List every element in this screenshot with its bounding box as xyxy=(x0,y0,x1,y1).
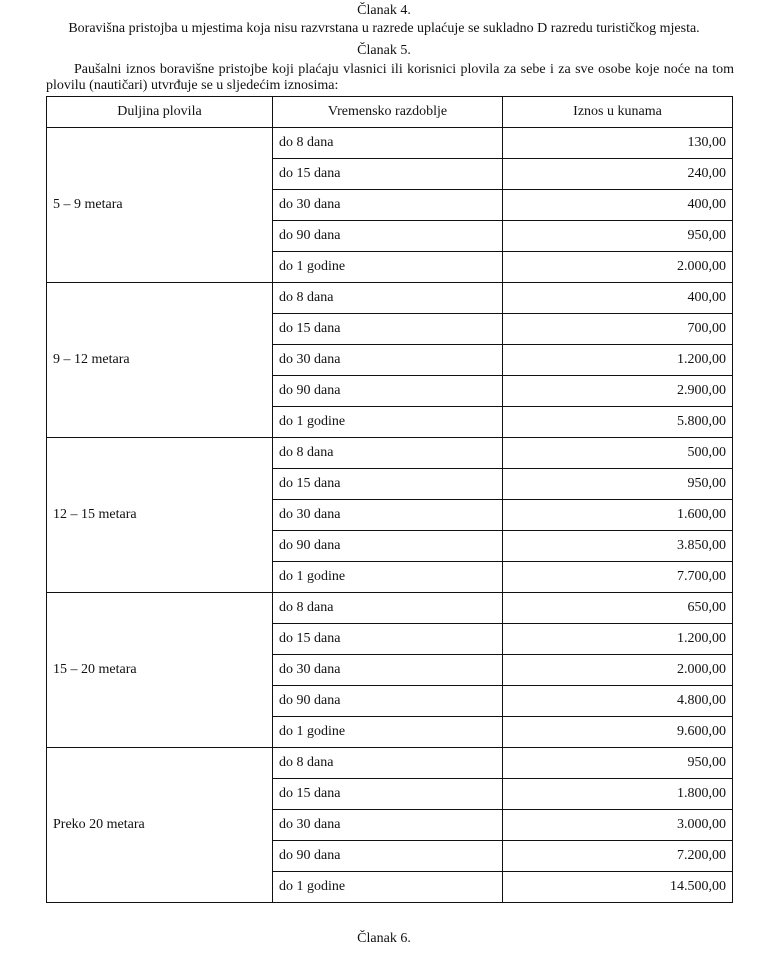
article-4-title: Članak 4. xyxy=(357,3,411,18)
amount-cell: 500,00 xyxy=(503,438,733,469)
time-period-cell: do 15 dana xyxy=(273,469,503,500)
table-row xyxy=(47,593,733,624)
time-period-cell: do 1 godine xyxy=(273,717,503,748)
vessel-length-cell: 15 – 20 metara xyxy=(47,593,273,748)
vessel-length-cell: 9 – 12 metara xyxy=(47,283,273,438)
amount-cell: 14.500,00 xyxy=(503,872,733,903)
time-period-cell: do 90 dana xyxy=(273,531,503,562)
time-period-cell: do 15 dana xyxy=(273,779,503,810)
amount-cell: 4.800,00 xyxy=(503,686,733,717)
time-period-cell: do 30 dana xyxy=(273,345,503,376)
time-period-cell: do 8 dana xyxy=(273,438,503,469)
amount-cell: 950,00 xyxy=(503,469,733,500)
time-period-cell: do 90 dana xyxy=(273,841,503,872)
amount-cell: 950,00 xyxy=(503,748,733,779)
amount-cell: 1.600,00 xyxy=(503,500,733,531)
amount-cell: 950,00 xyxy=(503,221,733,252)
header-time-period: Vremensko razdoblje xyxy=(273,97,503,128)
time-period-cell: do 15 dana xyxy=(273,624,503,655)
article-4-text: Boravišna pristojba u mjestima koja nisu razvrstana u razrede uplaćuje se sukladno D razredu turističkog mjesta. xyxy=(68,21,700,36)
time-period-cell: do 30 dana xyxy=(273,190,503,221)
table-row xyxy=(47,748,733,779)
amount-cell: 7.200,00 xyxy=(503,841,733,872)
amount-cell: 650,00 xyxy=(503,593,733,624)
time-period-cell: do 1 godine xyxy=(273,252,503,283)
header-amount-kuna: Iznos u kunama xyxy=(503,97,733,128)
header-vessel-length: Duljina plovila xyxy=(47,97,273,128)
vessel-fee-table xyxy=(46,96,733,903)
vessel-length-cell: Preko 20 metara xyxy=(47,748,273,903)
time-period-cell: do 1 godine xyxy=(273,407,503,438)
article-5-text: Paušalni iznos boravišne pristojbe koji plaćaju vlasnici ili korisnici plovila za sebe i za sve osobe koje noće na tom plovilu (nautičari) utvrđuje se u sljedećim iznosima: xyxy=(46,62,734,93)
amount-cell: 3.000,00 xyxy=(503,810,733,841)
amount-cell: 240,00 xyxy=(503,159,733,190)
time-period-cell: do 30 dana xyxy=(273,810,503,841)
table-header xyxy=(47,97,733,128)
amount-cell: 3.850,00 xyxy=(503,531,733,562)
table-row xyxy=(47,438,733,469)
amount-cell: 400,00 xyxy=(503,190,733,221)
vessel-length-cell: 12 – 15 metara xyxy=(47,438,273,593)
table-row xyxy=(47,283,733,314)
table-body xyxy=(47,128,733,903)
time-period-cell: do 15 dana xyxy=(273,314,503,345)
amount-cell: 700,00 xyxy=(503,314,733,345)
amount-cell: 400,00 xyxy=(503,283,733,314)
amount-cell: 9.600,00 xyxy=(503,717,733,748)
time-period-cell: do 8 dana xyxy=(273,128,503,159)
amount-cell: 1.200,00 xyxy=(503,624,733,655)
time-period-cell: do 90 dana xyxy=(273,221,503,252)
amount-cell: 1.200,00 xyxy=(503,345,733,376)
amount-cell: 2.000,00 xyxy=(503,655,733,686)
article-6-title: Članak 6. xyxy=(357,931,411,946)
header-row xyxy=(47,97,733,128)
vessel-length-cell: 5 – 9 metara xyxy=(47,128,273,283)
time-period-cell: do 90 dana xyxy=(273,376,503,407)
time-period-cell: do 8 dana xyxy=(273,748,503,779)
time-period-cell: do 1 godine xyxy=(273,562,503,593)
article-5-title: Članak 5. xyxy=(357,43,411,58)
amount-cell: 7.700,00 xyxy=(503,562,733,593)
time-period-cell: do 1 godine xyxy=(273,872,503,903)
time-period-cell: do 8 dana xyxy=(273,593,503,624)
time-period-cell: do 30 dana xyxy=(273,500,503,531)
table-row xyxy=(47,128,733,159)
time-period-cell: do 90 dana xyxy=(273,686,503,717)
amount-cell: 1.800,00 xyxy=(503,779,733,810)
amount-cell: 2.900,00 xyxy=(503,376,733,407)
time-period-cell: do 30 dana xyxy=(273,655,503,686)
amount-cell: 130,00 xyxy=(503,128,733,159)
amount-cell: 5.800,00 xyxy=(503,407,733,438)
amount-cell: 2.000,00 xyxy=(503,252,733,283)
time-period-cell: do 8 dana xyxy=(273,283,503,314)
time-period-cell: do 15 dana xyxy=(273,159,503,190)
